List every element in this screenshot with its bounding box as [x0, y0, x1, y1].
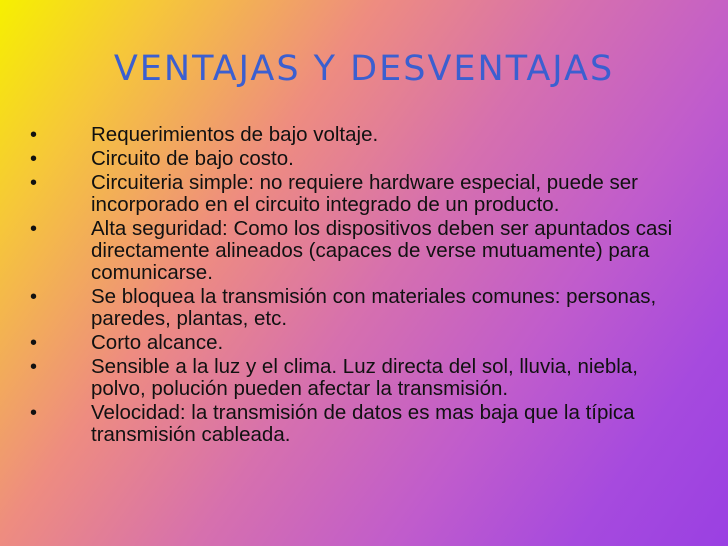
bullet-text: Circuito de bajo costo.	[91, 147, 294, 170]
bullet-icon: •	[30, 402, 38, 424]
bullet-icon: •	[30, 286, 38, 308]
list-item	[0, 356, 728, 400]
bullet-icon: •	[30, 148, 38, 170]
list-item	[0, 124, 728, 146]
bullet-icon: •	[30, 172, 38, 194]
bullet-icon: •	[30, 356, 38, 378]
bullet-text: Requerimientos de bajo voltaje.	[91, 123, 379, 146]
bullet-text: Se bloquea la transmisión con materiales comunes: personas, paredes, plantas, etc.	[91, 285, 657, 330]
bullet-list	[0, 124, 728, 448]
list-item	[0, 402, 728, 446]
list-item	[0, 332, 728, 354]
bullet-text: Sensible a la luz y el clima. Luz directa del sol, lluvia, niebla, polvo, polución pueden afectar la transmisión.	[91, 355, 638, 400]
bullet-icon: •	[30, 218, 38, 240]
bullet-text: Circuiteria simple: no requiere hardware especial, puede ser incorporado en el circuito integrado de un producto.	[91, 171, 638, 216]
bullet-text: Alta seguridad: Como los dispositivos deben ser apuntados casi directamente alineados (capaces de verse mutuamente) para comunicarse.	[91, 217, 673, 284]
bullet-icon: •	[30, 332, 38, 354]
bullet-text: Corto alcance.	[91, 331, 224, 354]
slide-title: VENTAJAS Y DESVENTAJAS	[113, 49, 615, 89]
bullet-icon: •	[30, 124, 38, 146]
bullet-text: Velocidad: la transmisión de datos es mas baja que la típica transmisión cableada.	[91, 401, 635, 446]
list-item	[0, 148, 728, 170]
list-item	[0, 286, 728, 330]
list-item	[0, 172, 728, 216]
list-item	[0, 218, 728, 284]
